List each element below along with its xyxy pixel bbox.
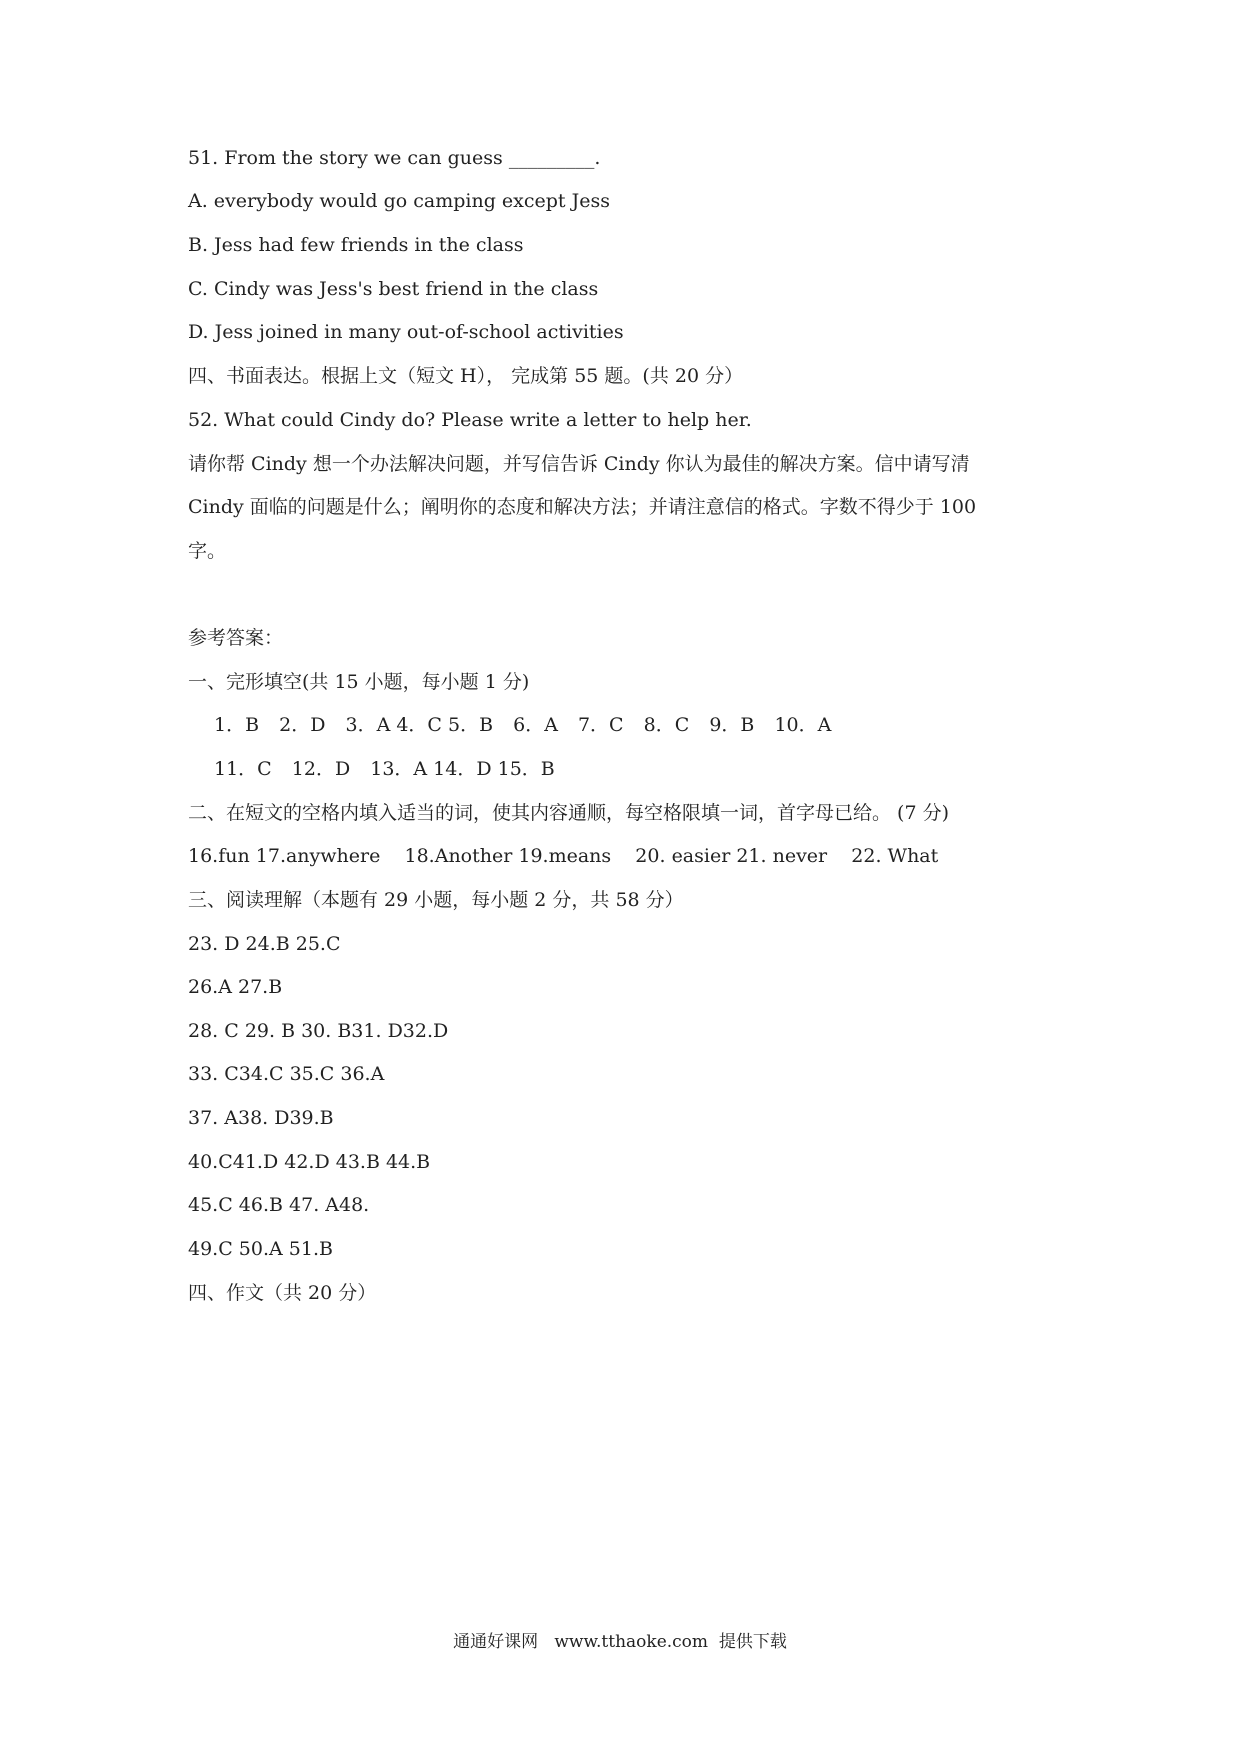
- question-51-option-d: D. Jess joined in many out-of-school activities: [188, 321, 624, 343]
- question-51-option-c: C. Cindy was Jess's best friend in the class: [188, 278, 599, 300]
- answer-item: 6．A: [513, 714, 558, 736]
- reading-answers-line-8: 49.C 50.A 51.B: [188, 1238, 333, 1260]
- answer-item: 12．D: [291, 758, 351, 780]
- cloze-answers-row-2: [214, 755, 569, 783]
- reading-answers-line-4: 33. C34.C 35.C 36.A: [188, 1063, 385, 1085]
- answer-item: 10．A: [774, 714, 832, 736]
- writing-section-title: 四、书面表达。根据上文（短文 H）， 完成第 55 题。(共 20 分）: [188, 365, 744, 387]
- answer-item: 7．C: [577, 714, 624, 736]
- cloze-section-title: 一、完形填空(共 15 小题，每小题 1 分): [188, 671, 530, 693]
- answer-item: 2．D: [279, 714, 326, 736]
- composition-section-title: 四、作文（共 20 分）: [188, 1282, 377, 1304]
- writing-instruction-line-1: 请你帮 Cindy 想一个办法解决问题，并写信告诉 Cindy 你认为最佳的解决方案。信中请写清: [188, 453, 970, 475]
- answer-item: 3．A 4．C 5．B: [345, 714, 494, 736]
- question-51-option-a: A. everybody would go camping except Jess: [188, 190, 610, 212]
- page-footer: 通通好课网 www.tthaoke.com 提供下载: [453, 1632, 787, 1652]
- reading-answers-line-1: 23. D 24.B 25.C: [188, 933, 341, 955]
- writing-instruction-line-2: Cindy 面临的问题是什么；阐明你的态度和解决方法；并请注意信的格式。字数不得少于 100: [188, 496, 977, 518]
- answer-item: 8．C: [643, 714, 690, 736]
- reading-section-title: 三、阅读理解（本题有 29 小题，每小题 2 分，共 58 分）: [188, 889, 684, 911]
- cloze-answers-row-1: [214, 711, 845, 739]
- writing-instruction-line-3: 字。: [188, 540, 227, 562]
- reading-answers-line-2: 26.A 27.B: [188, 976, 283, 998]
- answer-item: 13．A 14．D 15．B: [370, 758, 555, 780]
- reading-answers-line-5: 37. A38. D39.B: [188, 1107, 334, 1129]
- writing-question: 52. What could Cindy do? Please write a letter to help her.: [188, 409, 752, 431]
- question-51-stem: 51. From the story we can guess _________.: [188, 147, 601, 169]
- answer-item: 9．B: [709, 714, 755, 736]
- reading-answers-line-3: 28. C 29. B 30. B31. D32.D: [188, 1020, 449, 1042]
- answer-item: 1．B: [214, 714, 260, 736]
- blanks-answers: 16.fun 17.anywhere 18.Another 19.means 20. easier 21. never 22. What: [188, 845, 939, 867]
- answer-item: 11．C: [214, 758, 272, 780]
- answers-heading: 参考答案：: [188, 627, 284, 649]
- blanks-section-title: 二、在短文的空格内填入适当的词，使其内容通顺，每空格限填一词，首字母已给。 (7 分): [188, 802, 949, 824]
- question-51-option-b: B. Jess had few friends in the class: [188, 234, 524, 256]
- reading-answers-line-6: 40.C41.D 42.D 43.B 44.B: [188, 1151, 431, 1173]
- reading-answers-line-7: 45.C 46.B 47. A48.: [188, 1194, 370, 1216]
